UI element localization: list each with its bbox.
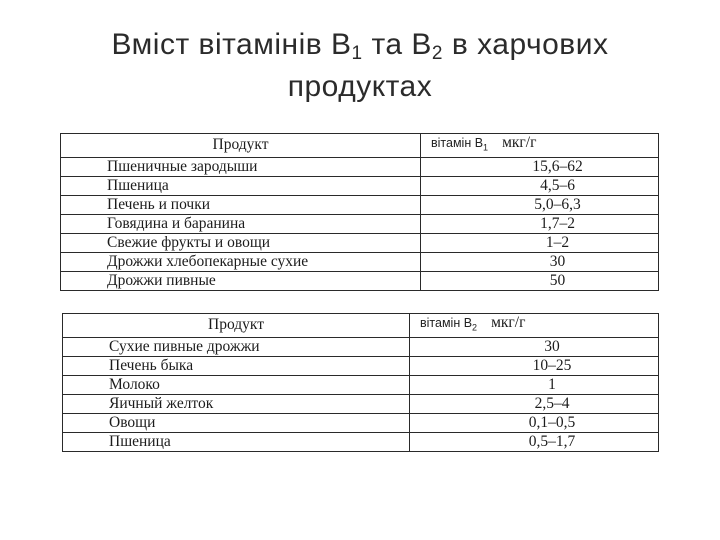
product-cell: Пшеница (61, 176, 421, 195)
table-row (63, 375, 659, 394)
table-header-row (61, 134, 659, 158)
value-cell: 15,6–62 (421, 157, 659, 176)
vitamin-label-text: вітамін В (431, 136, 484, 150)
slide-title (60, 24, 660, 108)
table-row (63, 356, 659, 375)
table-row (61, 252, 659, 271)
title-line-1 (60, 24, 660, 66)
table-row (63, 394, 659, 413)
value-cell: 1–2 (421, 233, 659, 252)
product-cell: Дрожжи хлебопекарные сухие (61, 252, 421, 271)
title-text-part: та В (362, 28, 432, 61)
product-cell: Сухие пивные дрожжи (63, 337, 410, 356)
product-cell: Пшеница (63, 432, 410, 451)
table-row (61, 214, 659, 233)
product-cell: Свежие фрукты и овощи (61, 233, 421, 252)
vitamin-label-subscript: 2 (472, 322, 478, 333)
product-column-header: Продукт (63, 314, 410, 338)
table-row (63, 432, 659, 451)
vitamin-label (431, 136, 489, 153)
value-cell: 2,5–4 (410, 394, 659, 413)
table-header-row (63, 314, 659, 338)
value-cell: 5,0–6,3 (421, 195, 659, 214)
product-cell: Говядина и баранина (61, 214, 421, 233)
value-cell: 30 (410, 337, 659, 356)
vitamin-b2-table (62, 313, 659, 452)
product-cell: Молоко (63, 375, 410, 394)
title-subscript: 1 (351, 43, 363, 64)
table-row (63, 337, 659, 356)
product-cell: Яичный желток (63, 394, 410, 413)
value-cell: 30 (421, 252, 659, 271)
product-cell: Овощи (63, 413, 410, 432)
product-cell: Печень быка (63, 356, 410, 375)
product-cell: Пшеничные зародыши (61, 157, 421, 176)
vitamin-label (420, 316, 478, 333)
value-cell: 1 (410, 375, 659, 394)
value-cell: 1,7–2 (421, 214, 659, 233)
vitamin-column-header (421, 134, 659, 158)
table-row (61, 157, 659, 176)
title-text-part: в харчових (442, 28, 609, 61)
title-subscript: 2 (431, 43, 443, 64)
value-cell: 10–25 (410, 356, 659, 375)
product-cell: Дрожжи пивные (61, 271, 421, 290)
table-row (63, 413, 659, 432)
value-cell: 0,5–1,7 (410, 432, 659, 451)
product-column-header: Продукт (61, 134, 421, 158)
value-cell: 50 (421, 271, 659, 290)
unit-label: мкг/г (502, 134, 537, 151)
value-cell: 0,1–0,5 (410, 413, 659, 432)
value-cell: 4,5–6 (421, 176, 659, 195)
table-row (61, 176, 659, 195)
vitamin-b1-table (60, 133, 659, 291)
title-text-part: Вміст вітамінів В (111, 28, 352, 61)
table-row (61, 233, 659, 252)
table-row (61, 195, 659, 214)
unit-label: мкг/г (491, 314, 526, 331)
vitamin-label-subscript: 1 (483, 142, 489, 153)
vitamin-column-header (410, 314, 659, 338)
product-cell: Печень и почки (61, 195, 421, 214)
vitamin-label-text: вітамін В (420, 316, 473, 330)
title-line-2: продуктах (287, 70, 433, 103)
table-row (61, 271, 659, 290)
